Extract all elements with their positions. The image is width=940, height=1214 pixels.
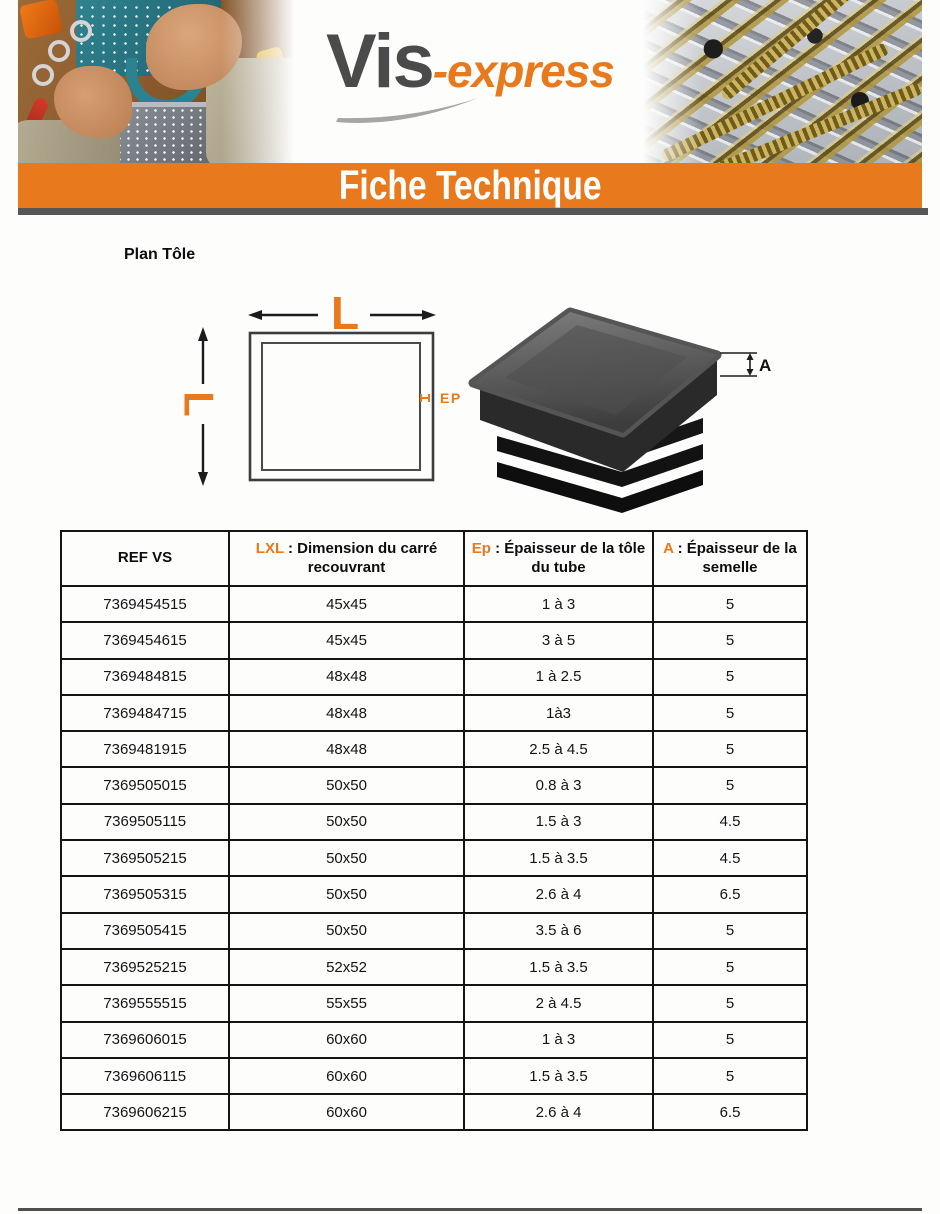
table-cell: 7369555515 — [61, 985, 229, 1021]
organizer-box — [76, 0, 221, 76]
table-cell: 3.5 à 6 — [464, 913, 653, 949]
table-cell: 5 — [653, 913, 807, 949]
tube-outer-square — [250, 333, 433, 480]
washer — [48, 40, 70, 62]
table-cell: 60x60 — [229, 1094, 464, 1130]
spec-table-body — [61, 586, 807, 1130]
table-cell: 1.5 à 3.5 — [464, 949, 653, 985]
arrowhead-down — [198, 472, 208, 486]
technical-drawing — [150, 280, 850, 520]
table-row — [61, 659, 807, 695]
spec-table-head-row — [61, 531, 807, 586]
table-cell: 7369606215 — [61, 1094, 229, 1130]
column-header: A : Épaisseur de la semelle — [653, 531, 807, 586]
arrowhead-left — [248, 310, 262, 320]
table-cell: 5 — [653, 622, 807, 658]
a-arrow-up — [747, 353, 754, 360]
table-cell: 2.6 à 4 — [464, 1094, 653, 1130]
table-cell: 45x45 — [229, 586, 464, 622]
table-cell: 5 — [653, 659, 807, 695]
hand — [146, 4, 242, 90]
table-cell: 2.6 à 4 — [464, 876, 653, 912]
column-header-prefix: A — [663, 539, 674, 557]
table-cell: 5 — [653, 1022, 807, 1058]
screw-tray — [110, 102, 238, 163]
table-cell: 1.5 à 3.5 — [464, 840, 653, 876]
table-row — [61, 985, 807, 1021]
table-cell: 7369454515 — [61, 586, 229, 622]
dim-label-l-top: L — [330, 287, 360, 339]
table-cell: 45x45 — [229, 622, 464, 658]
table-cell: 5 — [653, 1058, 807, 1094]
table-cell: 7369505015 — [61, 767, 229, 803]
dim-label-l-left: L — [175, 391, 223, 417]
table-cell: 5 — [653, 695, 807, 731]
table-cell: 7369505415 — [61, 913, 229, 949]
table-cell: 7369505315 — [61, 876, 229, 912]
section-label: Plan Tôle — [124, 246, 196, 263]
logo-swoosh — [332, 94, 482, 128]
table-cell: 1 à 2.5 — [464, 659, 653, 695]
table-cell: 3 à 5 — [464, 622, 653, 658]
table-cell: 48x48 — [229, 695, 464, 731]
table-cell: 4.5 — [653, 804, 807, 840]
shirt-sleeve — [18, 120, 120, 163]
arrowhead-right — [422, 310, 436, 320]
washer — [32, 64, 54, 86]
brass-screw — [660, 42, 890, 163]
table-cell: 7369606115 — [61, 1058, 229, 1094]
table-cell: 1 à 3 — [464, 1022, 653, 1058]
ep-thickness-marker — [421, 394, 429, 402]
arrowhead-up — [198, 327, 208, 341]
table-cell: 60x60 — [229, 1058, 464, 1094]
table-row — [61, 876, 807, 912]
table-cell: 55x55 — [229, 985, 464, 1021]
table-cell: 4.5 — [653, 840, 807, 876]
spec-table — [60, 530, 808, 1131]
column-header-prefix: LXL — [255, 539, 284, 557]
yellow-tool — [255, 46, 299, 119]
title-banner — [18, 163, 922, 208]
table-cell: 6.5 — [653, 1094, 807, 1130]
table-cell: 48x48 — [229, 659, 464, 695]
table-row — [61, 586, 807, 622]
table-cell: 48x48 — [229, 731, 464, 767]
table-row — [61, 731, 807, 767]
end-cap-illustration — [473, 312, 717, 513]
screws-pile-photo — [640, 0, 922, 163]
tube-inner-square — [262, 343, 420, 470]
table-cell: 7369505215 — [61, 840, 229, 876]
table-cell: 1à3 — [464, 695, 653, 731]
brass-screw — [719, 0, 881, 102]
dim-label-a: A — [759, 356, 772, 375]
table-cell: 50x50 — [229, 767, 464, 803]
table-cell: 50x50 — [229, 913, 464, 949]
logo-text-express: -express — [432, 45, 614, 97]
workbench-photo — [18, 0, 300, 163]
table-cell: 1.5 à 3.5 — [464, 1058, 653, 1094]
table-row — [61, 804, 807, 840]
table-cell: 50x50 — [229, 876, 464, 912]
table-row — [61, 840, 807, 876]
table-cell: 7369481915 — [61, 731, 229, 767]
table-row — [61, 949, 807, 985]
banner-underline-bar — [18, 208, 928, 215]
table-cell: 7369484815 — [61, 659, 229, 695]
table-cell: 5 — [653, 586, 807, 622]
table-cell: 5 — [653, 985, 807, 1021]
table-row — [61, 913, 807, 949]
table-row — [61, 1094, 807, 1130]
column-header-prefix: Ep — [471, 539, 491, 557]
table-cell: 7369525215 — [61, 949, 229, 985]
brass-screw — [687, 82, 922, 163]
table-row — [61, 1022, 807, 1058]
table-cell: 5 — [653, 767, 807, 803]
table-cell: 60x60 — [229, 1022, 464, 1058]
organizer-handle — [126, 58, 206, 111]
table-cell: 52x52 — [229, 949, 464, 985]
table-cell: 5 — [653, 949, 807, 985]
table-cell: 7369505115 — [61, 804, 229, 840]
table-cell: 2 à 4.5 — [464, 985, 653, 1021]
dim-label-ep: EP — [440, 390, 462, 406]
column-header: LXL : Dimension du carré recouvrant — [229, 531, 464, 586]
table-row — [61, 767, 807, 803]
column-header: REF VS — [61, 531, 229, 586]
vis-express-logo — [300, 0, 640, 163]
table-cell: 1 à 3 — [464, 586, 653, 622]
shirt-sleeve — [206, 58, 300, 163]
hand — [54, 66, 132, 138]
table-cell: 2.5 à 4.5 — [464, 731, 653, 767]
table-cell: 7369606015 — [61, 1022, 229, 1058]
table-cell: 7369484715 — [61, 695, 229, 731]
washer — [70, 20, 92, 42]
table-cell: 50x50 — [229, 804, 464, 840]
table-cell: 1.5 à 3 — [464, 804, 653, 840]
table-cell: 7369454615 — [61, 622, 229, 658]
table-cell: 50x50 — [229, 840, 464, 876]
red-screwdriver — [18, 96, 50, 158]
table-cell: 0.8 à 3 — [464, 767, 653, 803]
column-header: Ep : Épaisseur de la tôle du tube — [464, 531, 653, 586]
orange-tool — [19, 0, 63, 40]
page-title: Fiche Technique — [338, 162, 602, 208]
table-cell: 6.5 — [653, 876, 807, 912]
footer-rule — [18, 1208, 922, 1211]
table-row — [61, 1058, 807, 1094]
a-arrow-down — [747, 369, 754, 376]
table-cell: 5 — [653, 731, 807, 767]
table-row — [61, 622, 807, 658]
logo-text-vis: Vis — [326, 19, 433, 104]
table-row — [61, 695, 807, 731]
